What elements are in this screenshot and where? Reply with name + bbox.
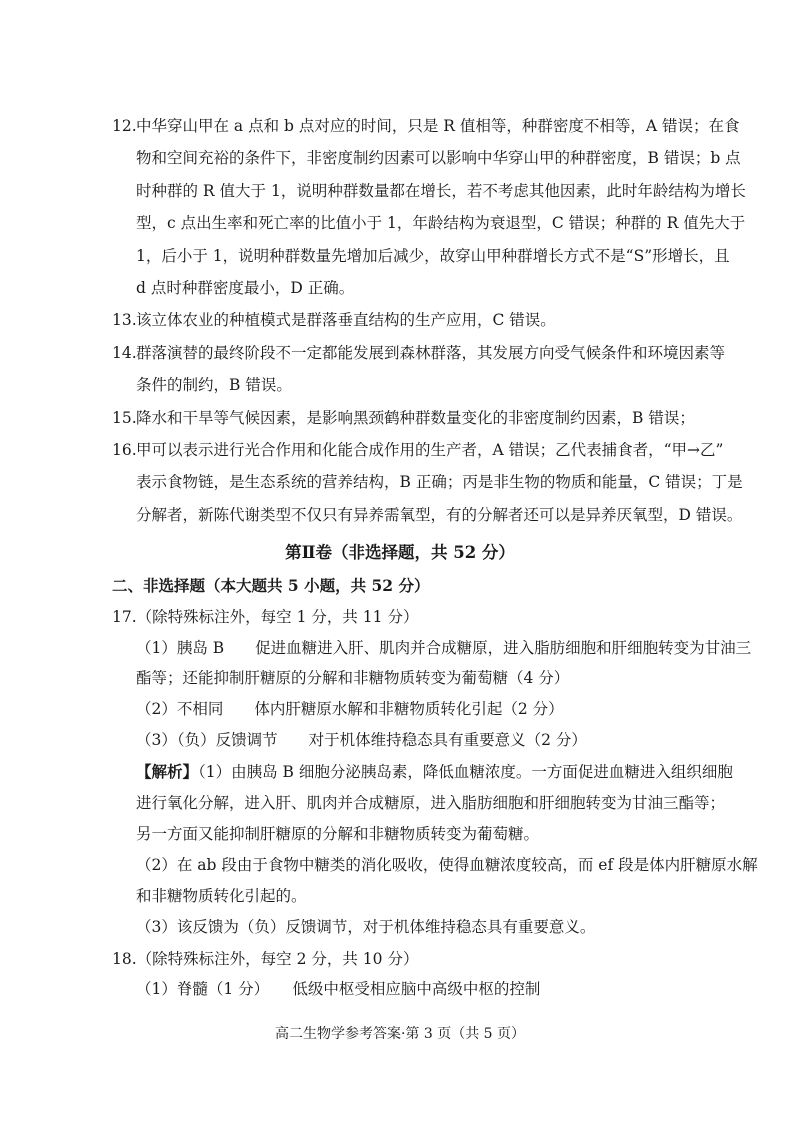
section-title: 第Ⅱ卷（非选择题，共 52 分）	[285, 543, 515, 562]
item-15-line-1: 降水和干旱等气候因素，是影响黑颈鹤种群数量变化的非密度制约因素，B 错误；	[136, 409, 695, 427]
q17-header: 17.（除特殊标注外，每空 1 分，共 11 分）	[112, 608, 419, 626]
q18-header: 18.（除特殊标注外，每空 2 分，共 10 分）	[112, 950, 419, 968]
item-number-13: 13.	[112, 311, 137, 329]
q17-answer-2: （2）不相同 体内肝糖原水解和非糖物质转化引起（2 分）	[136, 700, 564, 718]
q17-answer-1: （1）胰岛 B 促进血糖进入肝、肌肉并合成糖原，进入脂肪细胞和肝细胞转变为甘油三	[136, 639, 752, 657]
item-16-line-2: 表示食物链，是生态系统的营养结构，B 正确；丙是非生物的物质和能量，C 错误；丁是	[136, 473, 743, 491]
item-12-line-6: d 点时种群密度最小，D 正确。	[136, 279, 355, 297]
item-12-line-3: 时种群的 R 值大于 1，说明种群数量都在增长，若不考虑其他因素，此时年龄结构为增长	[136, 182, 746, 200]
page-footer: 高二生物学参考答案·第 3 页（共 5 页）	[274, 1026, 526, 1042]
item-14-line-1: 群落演替的最终阶段不一定都能发展到森林群落，其发展方向受气候条件和环境因素等	[136, 344, 726, 362]
item-13-line-1: 该立体农业的种植模式是群落垂直结构的生产应用，C 错误。	[136, 311, 556, 329]
q17-analysis-line-2: 进行氧化分解，进入肝、肌肉并合成糖原，进入脂肪细胞和肝细胞转变为甘油三酯等；	[136, 794, 726, 812]
q18-answer-1: （1）脊髓（1 分） 低级中枢受相应脑中高级中枢的控制	[136, 980, 541, 998]
item-16-line-1: 甲可以表示进行光合作用和化能合成作用的生产者，A 错误；乙代表捕食者，“甲→乙”	[136, 441, 724, 459]
analysis-label: 【解析】	[136, 762, 199, 781]
q17-analysis-line-3: 另一方面又能抑制肝糖原的分解和非糖物质转变为葡萄糖。	[136, 825, 540, 843]
item-number-15: 15.	[112, 409, 137, 427]
item-14-line-2: 条件的制约，B 错误。	[136, 376, 292, 394]
q17-answer-1-cont: 酯等；还能抑制肝糖原的分解和非糖物质转变为葡萄糖（4 分）	[136, 669, 570, 687]
item-12-line-1: 中华穿山甲在 a 点和 b 点对应的时间，只是 R 值相等，种群密度不相等，A 错误；在食	[136, 117, 740, 135]
q17-answer-3: （3）（负）反馈调节 对于机体维持稳态具有重要意义（2 分）	[136, 731, 587, 749]
item-12-line-5: 1，后小于 1，说明种群数量先增加后减少，故穿山甲种群增长方式不是“S”形增长，且	[136, 247, 730, 265]
q17-analysis-line-4: （2）在 ab 段由于食物中糖类的消化吸收，使得血糖浓度较高，而 ef 段是体内肝糖原水解	[136, 856, 758, 874]
q17-analysis-line-6: （3）该反馈为（负）反馈调节，对于机体维持稳态具有重要意义。	[136, 918, 596, 936]
item-number-12: 12.	[112, 117, 137, 135]
section-heading: 二、非选择题（本大题共 5 小题，共 52 分）	[112, 576, 430, 595]
q17-analysis-line-5: 和非糖物质转化引起的。	[136, 887, 307, 905]
item-12-line-4: 型，c 点出生率和死亡率的比值小于 1，年龄结构为衰退型，C 错误；种群的 R 值先大于	[136, 214, 746, 232]
item-12-line-2: 物和空间充裕的条件下，非密度制约因素可以影响中华穿山甲的种群密度，B 错误；b 点	[136, 149, 741, 167]
item-number-16: 16.	[112, 441, 137, 459]
item-number-14: 14.	[112, 344, 137, 362]
analysis-text-1: （1）由胰岛 B 细胞分泌胰岛素，降低血糖浓度。一方面促进血糖进入组织细胞	[198, 763, 733, 781]
item-16-line-3: 分解者，新陈代谢类型不仅只有异养需氧型，有的分解者还可以是异养厌氧型，D 错误。	[136, 506, 743, 524]
q17-analysis-line-1	[136, 762, 733, 782]
